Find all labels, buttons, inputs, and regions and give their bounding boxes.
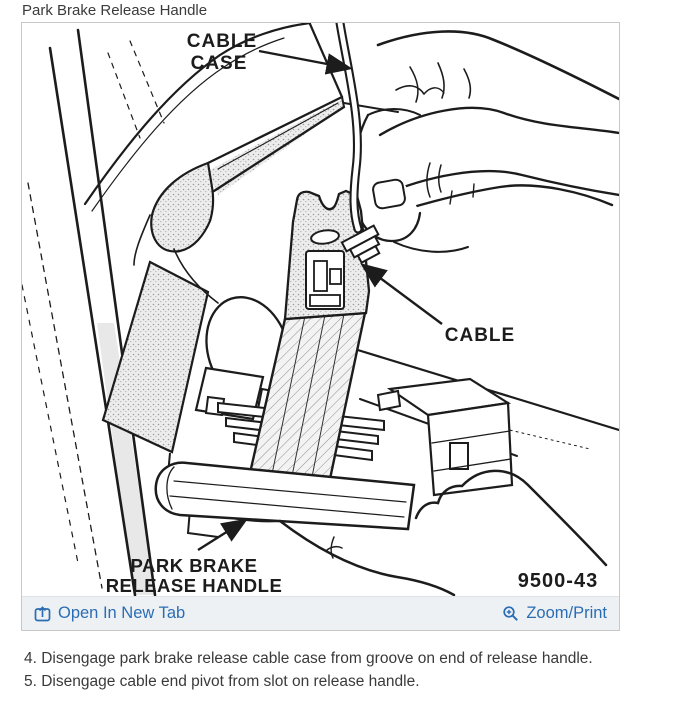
zoom-print-icon [502, 605, 519, 622]
fingernail [372, 179, 406, 210]
figure-box [21, 22, 620, 631]
instruction-steps [24, 647, 593, 693]
open-in-new-tab-label: Open In New Tab [58, 604, 186, 622]
page-title: Park Brake Release Handle [22, 2, 208, 19]
cable-case-arrow [259, 51, 348, 68]
park-brake-diagram [22, 23, 619, 596]
zoom-print-link[interactable] [502, 604, 607, 623]
figure-number: 9500-43 [517, 570, 599, 592]
figure-toolbar [22, 596, 619, 630]
cable-arrow [364, 266, 442, 324]
label-cable-case-line2: CASE [190, 53, 248, 74]
label-handle-line2: RELEASE HANDLE [105, 575, 283, 596]
label-handle-line1: PARK BRAKE [130, 555, 258, 576]
open-in-new-tab-icon [34, 605, 51, 622]
zoom-print-label: Zoom/Print [526, 604, 607, 622]
instruction-step-4: 4. Disengage park brake release cable case from groove on end of release handle. [24, 650, 593, 667]
handle-grip [156, 463, 414, 529]
upper-hand [354, 31, 619, 251]
instruction-step-5: 5. Disengage cable end pivot from slot on release handle. [24, 673, 420, 690]
label-cable: CABLE [444, 325, 516, 346]
label-cable-case-line1: CABLE [186, 31, 258, 52]
open-in-new-tab-link[interactable] [34, 604, 185, 623]
